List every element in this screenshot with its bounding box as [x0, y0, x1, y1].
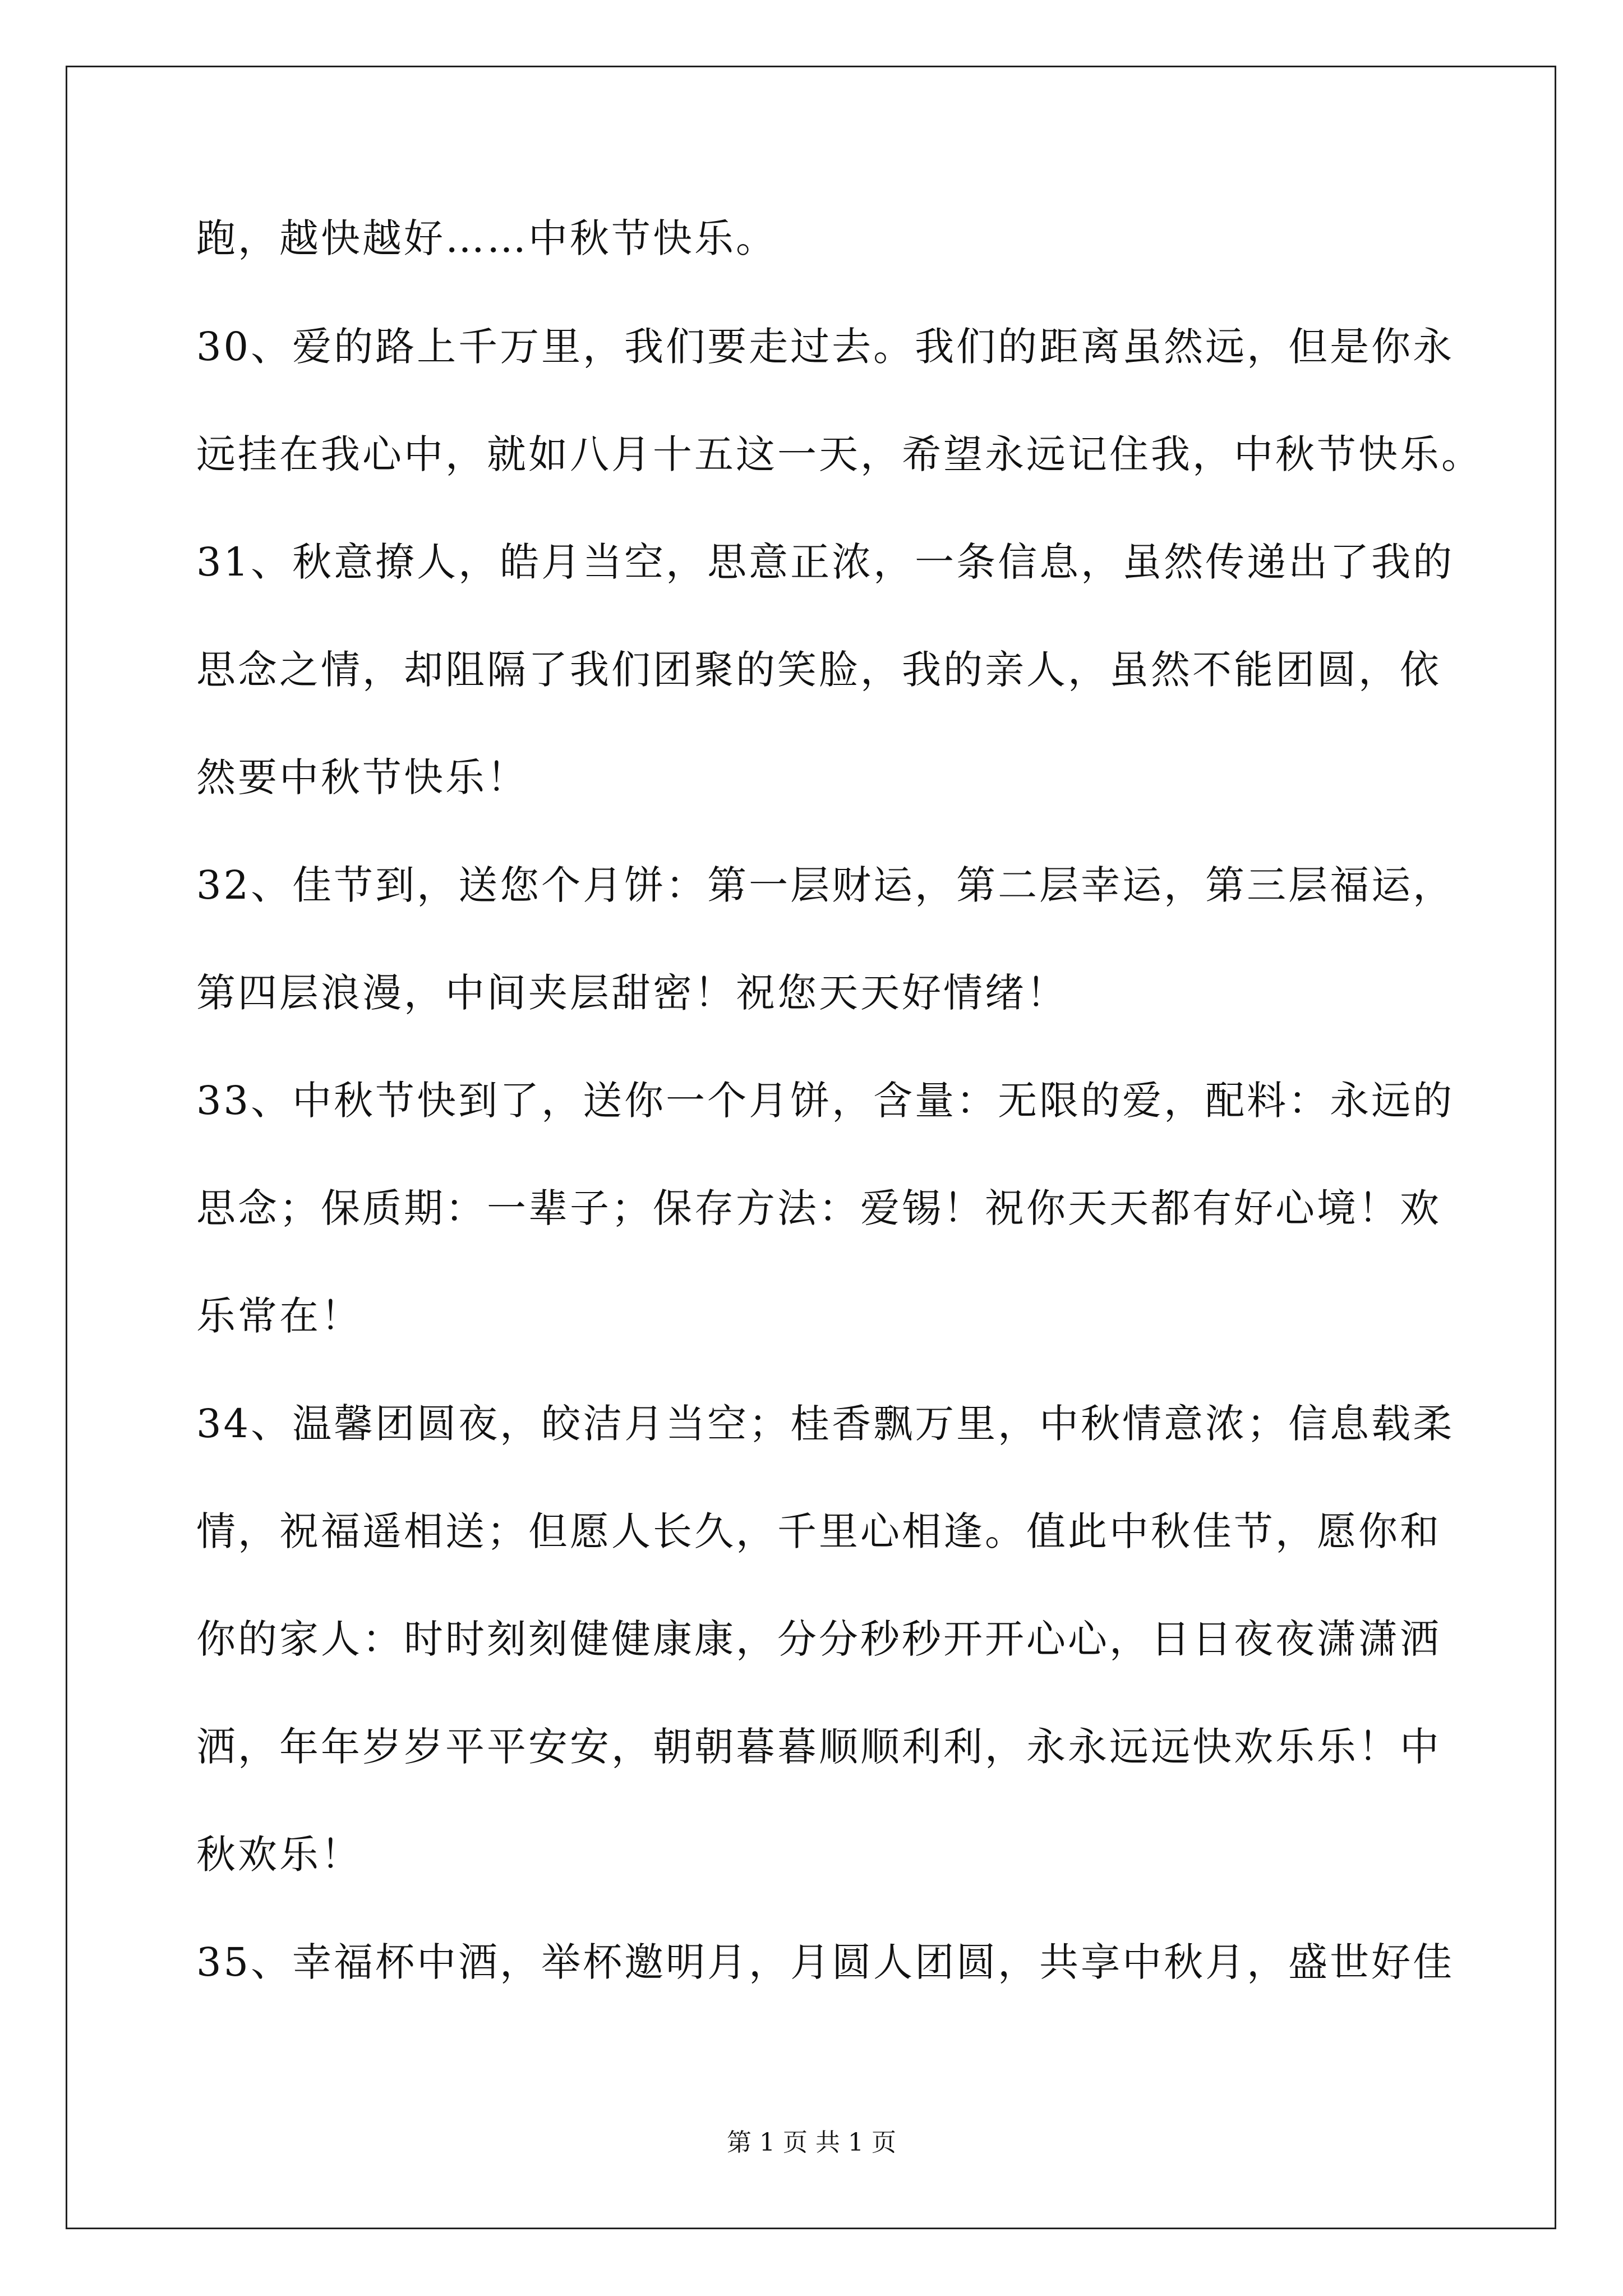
- text-line: 洒，年年岁岁平平安安，朝朝暮暮顺顺利利，永永远远快欢乐乐！中: [196, 1724, 1441, 1770]
- text-line: 你的家人：时时刻刻健健康康，分分秒秒开开心心，日日夜夜潇潇洒: [196, 1616, 1441, 1662]
- text-line: 秋欢乐！: [196, 1832, 362, 1878]
- text-line: 33、中秋节快到了，送你一个月饼，含量：无限的爱，配料：永远的: [196, 1078, 1455, 1124]
- text-line: 情，祝福遥相送；但愿人长久，千里心相逢。值此中秋佳节，愿你和: [196, 1508, 1441, 1554]
- text-line: 跑，越快越好……中秋节快乐。: [196, 215, 777, 261]
- page-number-footer: 第 1 页 共 1 页: [727, 2128, 896, 2157]
- text-line: 乐常在！: [196, 1293, 362, 1339]
- text-line: 32、佳节到，送您个月饼：第一层财运，第二层幸运，第三层福运，: [196, 862, 1455, 908]
- text-line: 思念；保质期：一辈子；保存方法：爱锡！祝你天天都有好心境！欢: [196, 1185, 1441, 1231]
- text-line: 31、秋意撩人，皓月当空，思意正浓，一条信息，虽然传递出了我的: [196, 539, 1455, 585]
- text-line: 远挂在我心中，就如八月十五这一天，希望永远记住我，中秋节快乐。: [196, 431, 1483, 477]
- text-line: 34、温馨团圆夜，皎洁月当空；桂香飘万里，中秋情意浓；信息载柔: [196, 1401, 1455, 1447]
- text-line: 30、爱的路上千万里，我们要走过去。我们的距离虽然远，但是你永: [196, 324, 1455, 370]
- text-line: 35、幸福杯中酒，举杯邀明月，月圆人团圆，共享中秋月，盛世好佳: [196, 1939, 1455, 1985]
- text-line: 思念之情，却阻隔了我们团聚的笑脸，我的亲人，虽然不能团圆，依: [196, 647, 1441, 693]
- text-line: 然要中秋节快乐！: [196, 754, 528, 800]
- page-border: [66, 66, 1556, 2229]
- text-line: 第四层浪漫，中间夹层甜密！祝您天天好情绪！: [196, 970, 1068, 1016]
